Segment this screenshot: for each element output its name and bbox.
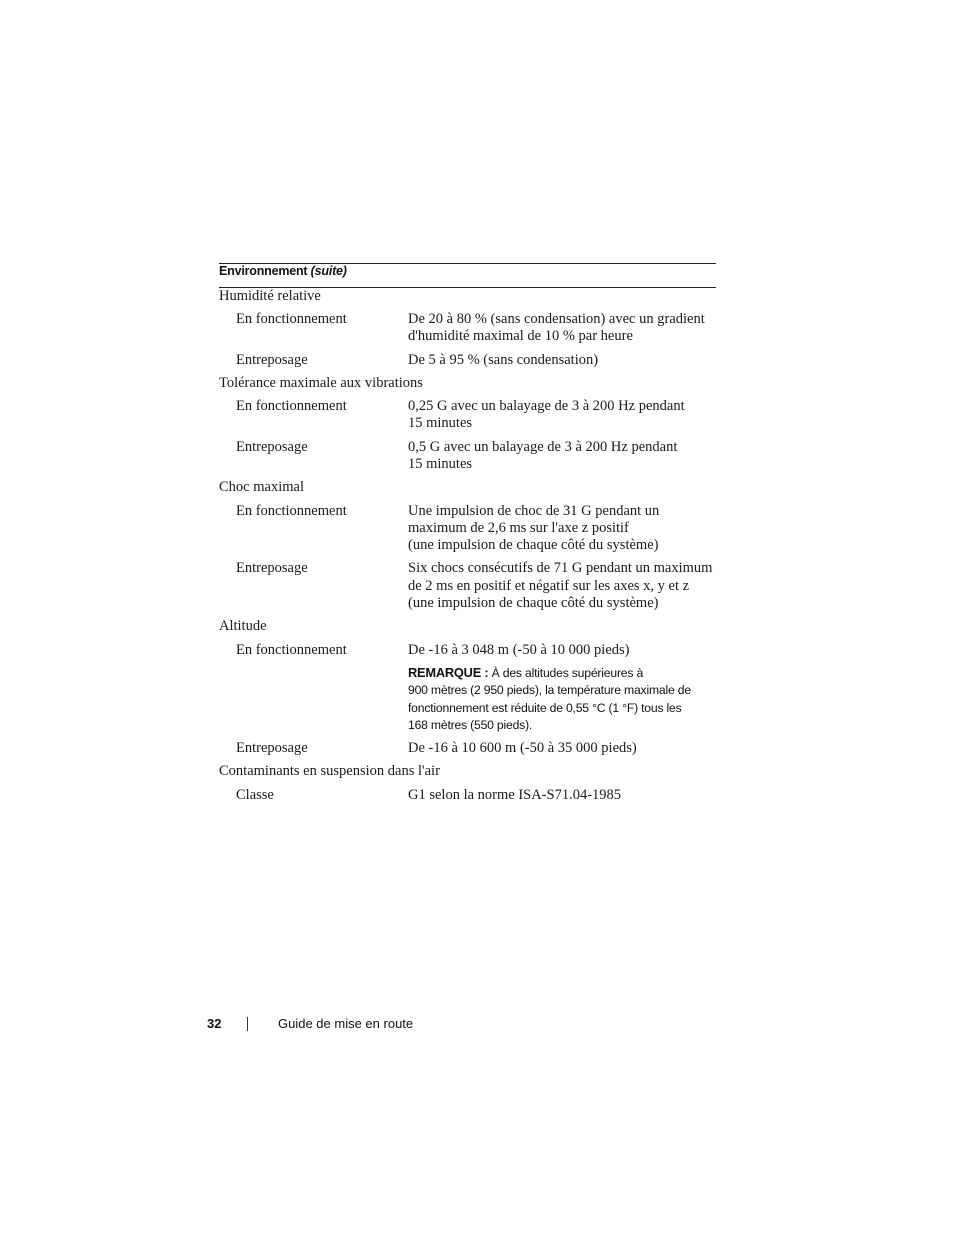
guide-title: Guide de mise en route [278, 1016, 414, 1031]
humidity-storage-line1: De 5 à 95 % (sans condensation) [408, 352, 599, 368]
table-header-title: Environnement [219, 264, 308, 278]
table-header [219, 264, 347, 278]
shock-operating-label: En fonctionnement [236, 503, 347, 519]
shock-storage-line1: Six chocs consécutifs de 71 G pendant un maximum [408, 560, 713, 576]
shock-operating-line1: Une impulsion de choc de 31 G pendant un [408, 503, 660, 519]
humidity-operating-line2: d'humidité maximal de 10 % par heure [408, 328, 633, 344]
note-line3: fonctionnement est réduite de 0,55 °C (1 °F) tous les [408, 700, 682, 715]
altitude-storage-line1: De -16 à 10 600 m (-50 à 35 000 pieds) [408, 740, 637, 756]
altitude-operating-line1: De -16 à 3 048 m (-50 à 10 000 pieds) [408, 642, 630, 658]
altitude-storage-label: Entreposage [236, 740, 308, 756]
page-number: 32 [207, 1016, 222, 1031]
vibration-operating-line1: 0,25 G avec un balayage de 3 à 200 Hz pendant [408, 398, 685, 414]
shock-storage-line2: de 2 ms en positif et négatif sur les axes x, y et z [408, 578, 690, 594]
table-header-suffix: (suite) [310, 264, 347, 278]
airborne-class-value: G1 selon la norme ISA-S71.04-1985 [408, 787, 622, 803]
shock-operating-line2: maximum de 2,6 ms sur l'axe z positif [408, 520, 629, 536]
altitude-title: Altitude [219, 618, 267, 634]
footer-separator [247, 1017, 248, 1031]
altitude-operating-label: En fonctionnement [236, 642, 347, 658]
note-label: REMARQUE : [408, 665, 489, 680]
vibration-storage-line2: 15 minutes [408, 456, 473, 472]
shock-storage-line3: (une impulsion de chaque côté du système) [408, 595, 659, 611]
note-line2: 900 mètres (2 950 pieds), la température maximale de [408, 683, 691, 698]
humidity-storage-label: Entreposage [236, 352, 308, 368]
airborne-class-label: Classe [236, 787, 274, 803]
shock-storage-label: Entreposage [236, 560, 308, 576]
airborne-title: Contaminants en suspension dans l'air [219, 763, 440, 779]
note-line1: À des altitudes supérieures à [491, 666, 644, 680]
vibration-storage-label: Entreposage [236, 439, 308, 455]
vibration-operating-line2: 15 minutes [408, 415, 473, 431]
vibration-operating-label: En fonctionnement [236, 398, 347, 414]
shock-operating-line3: (une impulsion de chaque côté du système) [408, 537, 659, 553]
altitude-note [408, 664, 718, 734]
shock-title: Choc maximal [219, 479, 304, 495]
humidity-operating-label: En fonctionnement [236, 311, 347, 327]
note-line4: 168 mètres (550 pieds). [408, 717, 533, 732]
humidity-operating-line1: De 20 à 80 % (sans condensation) avec un gradient [408, 311, 705, 327]
humidity-title: Humidité relative [219, 288, 321, 304]
vibration-storage-line1: 0,5 G avec un balayage de 3 à 200 Hz pendant [408, 439, 678, 455]
vibration-title: Tolérance maximale aux vibrations [219, 375, 423, 391]
